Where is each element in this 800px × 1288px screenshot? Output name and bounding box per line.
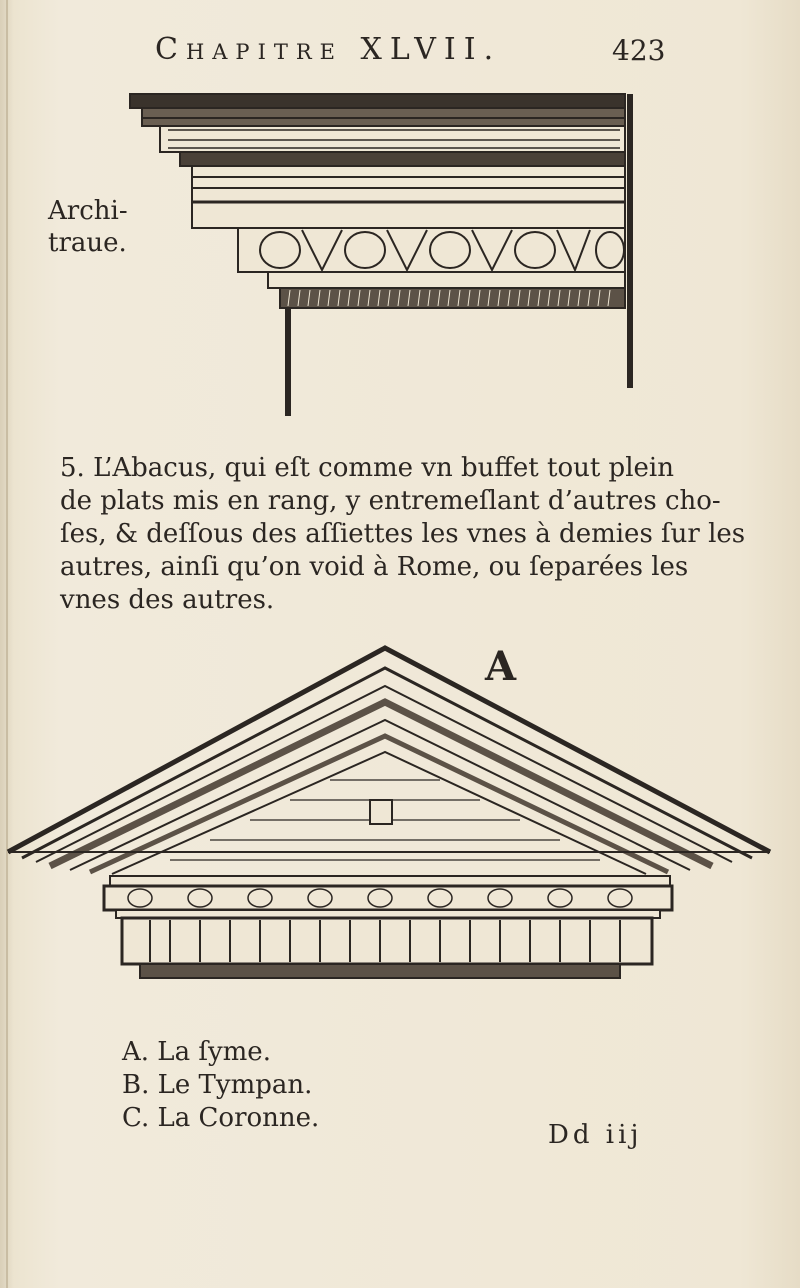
body-paragraph: [60, 452, 746, 617]
figure-legend: [122, 1036, 319, 1135]
legend-item: B. Le Tympan.: [122, 1070, 313, 1100]
page-number: 423: [612, 34, 666, 67]
legend-item: C. La Coronne.: [122, 1103, 320, 1133]
figure-label-a: A: [485, 643, 517, 690]
pediment-illustration: [0, 640, 800, 1000]
running-title: Chapitre XLVII.: [155, 32, 502, 67]
paragraph-line: autres, ainſi qu’on void à Rome, ou ſeparées les: [60, 552, 689, 582]
margin-note-line: traue.: [48, 228, 127, 258]
paragraph-line: ſes, & deſſous des aſſiettes les vnes à demies ſur les: [60, 519, 746, 549]
legend-item: A. La ſyme.: [122, 1037, 271, 1067]
page-header: [0, 24, 800, 74]
paragraph-line: 5. L’Abacus, qui eſt comme vn buffet tout plein: [60, 453, 674, 483]
margin-note: [48, 195, 128, 259]
architrave-illustration: [120, 88, 640, 418]
signature-mark: Dd iij: [548, 1120, 643, 1150]
paragraph-line: de plats mis en rang, y entremeſlant d’autres cho-: [60, 486, 721, 516]
margin-note-line: Archi-: [48, 196, 128, 226]
paragraph-line: vnes des autres.: [60, 585, 275, 615]
